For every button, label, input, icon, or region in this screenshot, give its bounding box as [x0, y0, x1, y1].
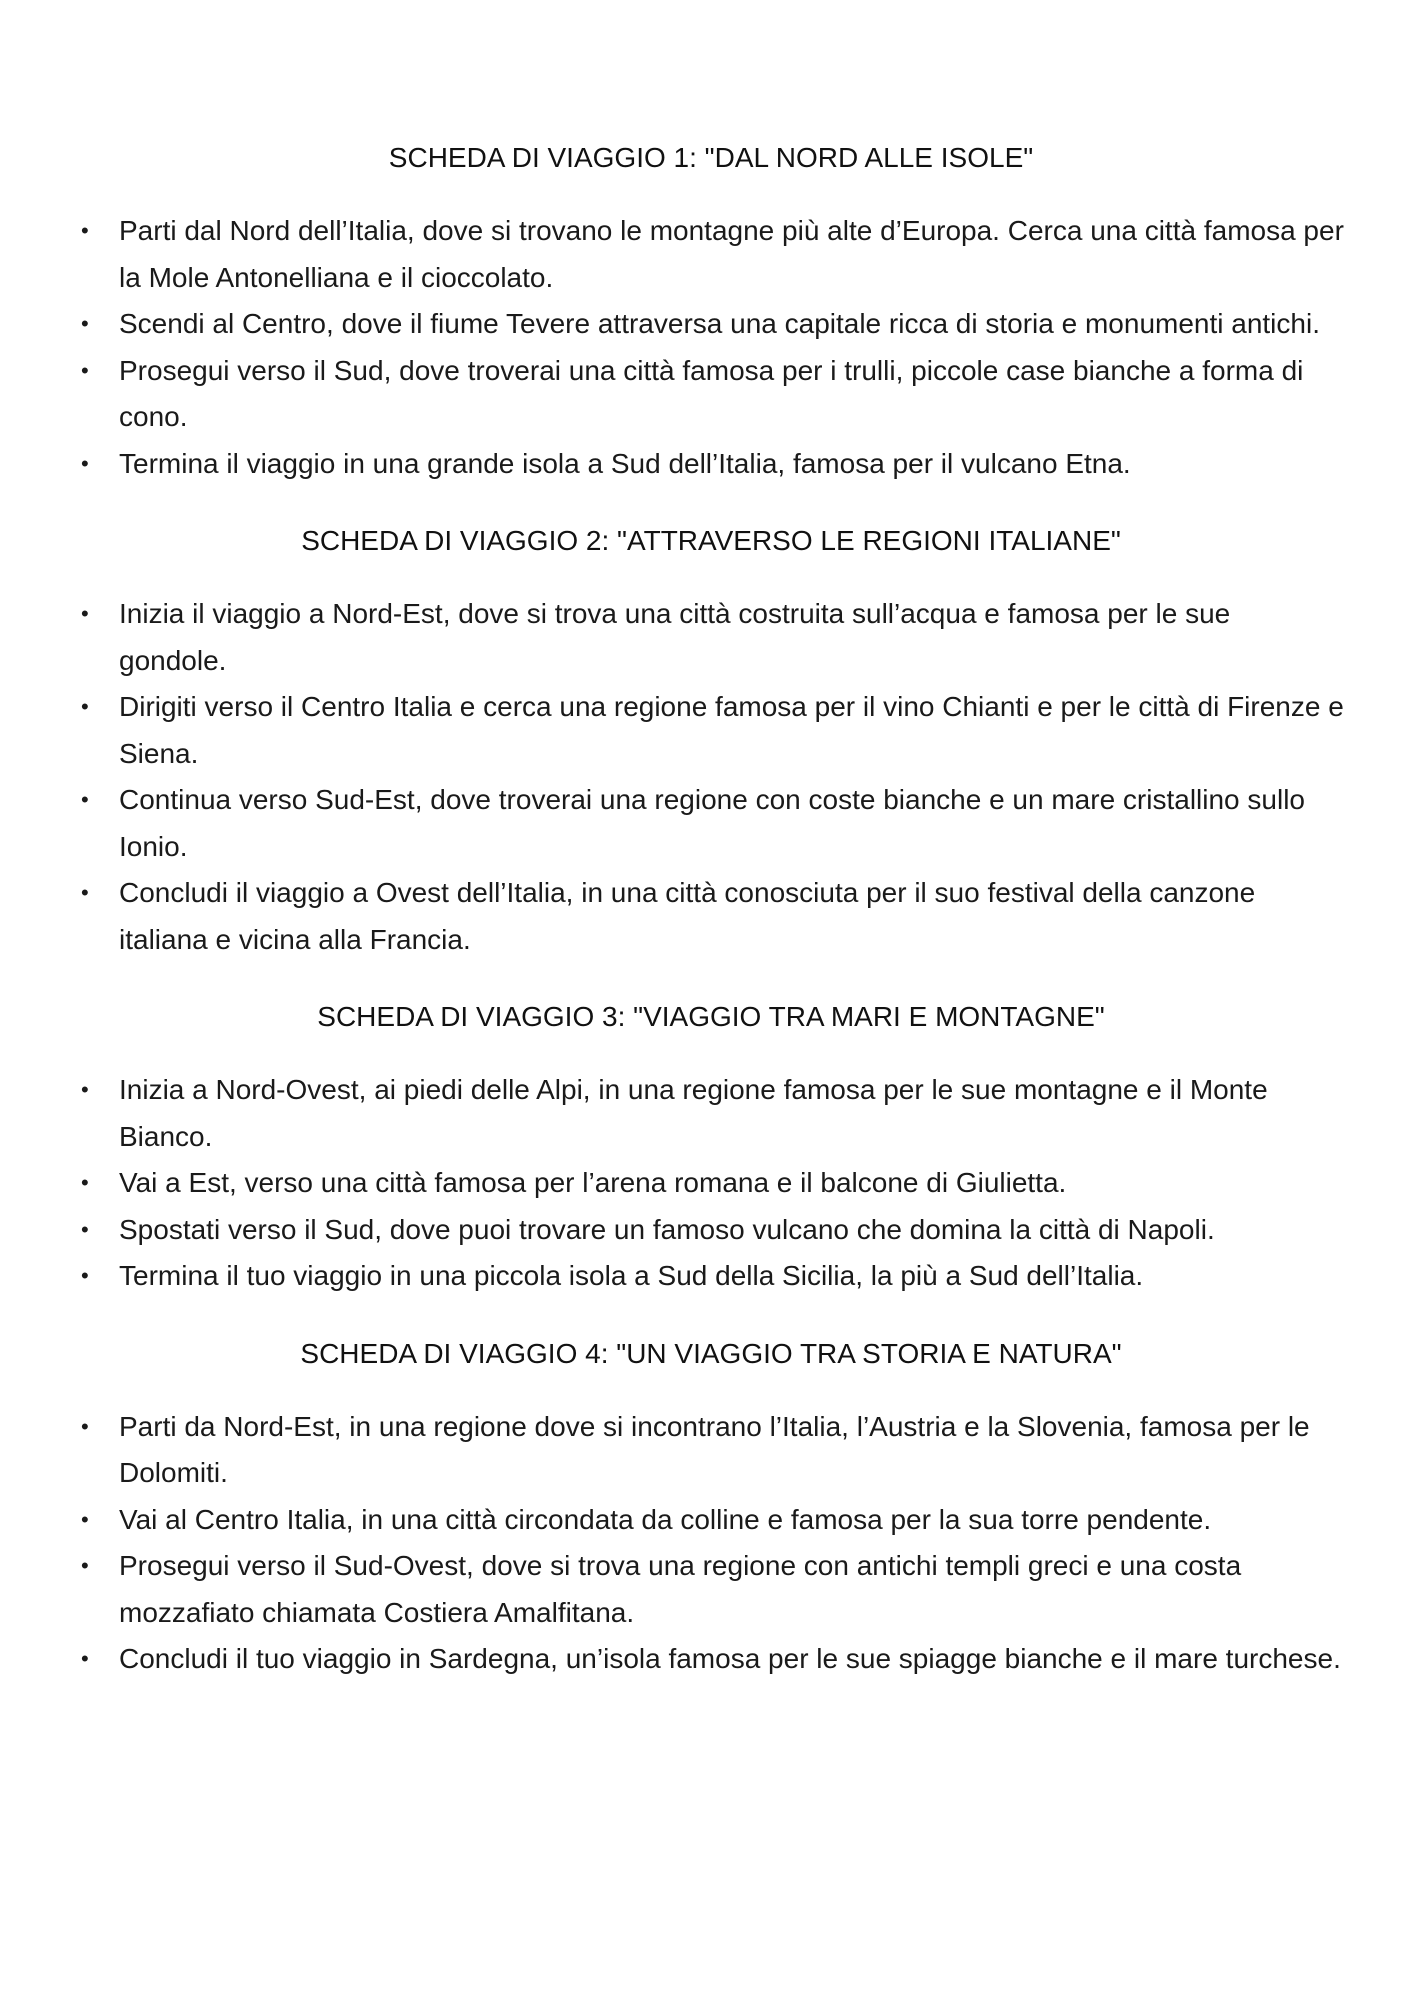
list-item: • Inizia a Nord-Ovest, ai piedi delle Alpi, in una regione famosa per le sue montagne e il Monte Bianco.	[78, 1067, 1344, 1160]
travel-card-4	[78, 1334, 1344, 1683]
list-item: • Spostati verso il Sud, dove puoi trovare un famoso vulcano che domina la città di Napoli.	[78, 1207, 1344, 1254]
list-item: • Dirigiti verso il Centro Italia e cerca una regione famosa per il vino Chianti e per le città di Firenze e Siena.	[78, 684, 1344, 777]
travel-card-3	[78, 997, 1344, 1300]
bullet-list	[78, 591, 1344, 963]
list-item: • Vai a Est, verso una città famosa per l’arena romana e il balcone di Giulietta.	[78, 1160, 1344, 1207]
section-title: SCHEDA DI VIAGGIO 3: "VIAGGIO TRA MARI E MONTAGNE"	[317, 1001, 1105, 1032]
bullet-list	[78, 1067, 1344, 1300]
list-item: • Scendi al Centro, dove il fiume Tevere attraversa una capitale ricca di storia e monumenti antichi.	[78, 301, 1344, 348]
list-item: • Vai al Centro Italia, in una città circondata da colline e famosa per la sua torre pendente.	[78, 1497, 1344, 1544]
bullet-list	[78, 208, 1344, 487]
section-title: SCHEDA DI VIAGGIO 4: "UN VIAGGIO TRA STORIA E NATURA"	[300, 1337, 1122, 1369]
list-item: • Parti da Nord-Est, in una regione dove si incontrano l’Italia, l’Austria e la Slovenia, famosa per le Dolomiti.	[78, 1404, 1344, 1497]
list-item: • Continua verso Sud-Est, dove troverai una regione con coste bianche e un mare cristallino sullo Ionio.	[78, 777, 1344, 870]
list-item: • Termina il tuo viaggio in una piccola isola a Sud della Sicilia, la più a Sud dell’Italia.	[78, 1253, 1344, 1300]
list-item: • Prosegui verso il Sud-Ovest, dove si trova una regione con antichi templi greci e una costa mozzafiato chiamata Costiera Amalfitana.	[78, 1543, 1344, 1636]
bullet-list	[78, 1404, 1344, 1683]
list-item: • Parti dal Nord dell’Italia, dove si trovano le montagne più alte d’Europa. Cerca una città famosa per la Mole Antonelliana e il cioccolato.	[78, 208, 1344, 301]
list-item: • Inizia il viaggio a Nord-Est, dove si trova una città costruita sull’acqua e famosa per le sue gondole.	[78, 591, 1344, 684]
list-item: • Concludi il tuo viaggio in Sardegna, un’isola famosa per le sue spiagge bianche e il mare turchese.	[78, 1636, 1344, 1683]
section-title: SCHEDA DI VIAGGIO 2: "ATTRAVERSO LE REGIONI ITALIANE"	[301, 525, 1121, 556]
travel-card-2	[78, 521, 1344, 963]
list-item: • Prosegui verso il Sud, dove troverai una città famosa per i trulli, piccole case bianche a forma di cono.	[78, 348, 1344, 441]
list-item: • Termina il viaggio in una grande isola a Sud dell’Italia, famosa per il vulcano Etna.	[78, 441, 1344, 488]
list-item: • Concludi il viaggio a Ovest dell’Italia, in una città conosciuta per il suo festival della canzone italiana e vicina alla Francia.	[78, 870, 1344, 963]
section-title: SCHEDA DI VIAGGIO 1: "DAL NORD ALLE ISOLE"	[388, 142, 1034, 173]
travel-card-1	[78, 138, 1344, 487]
